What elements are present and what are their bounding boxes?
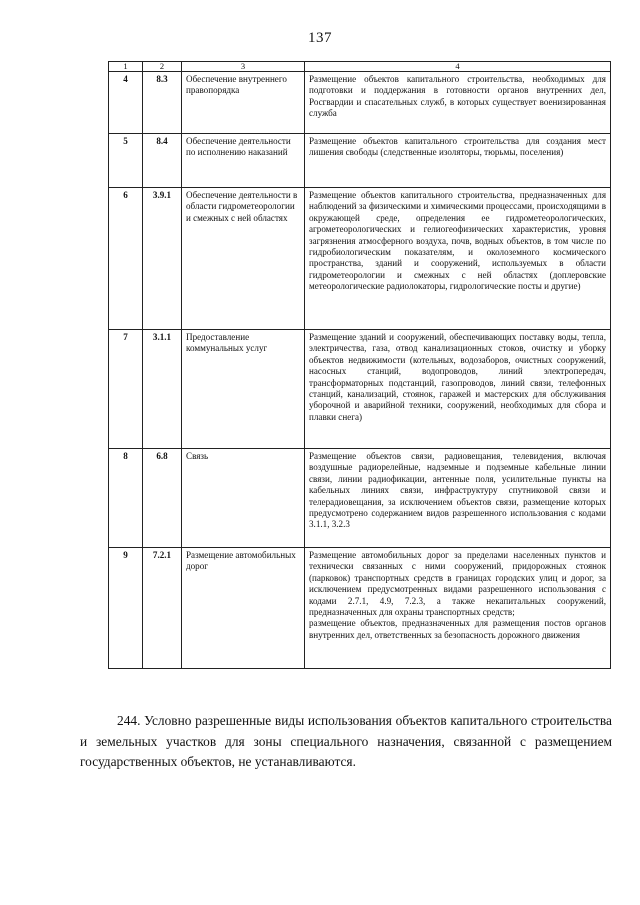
use-description-extra: размещение объектов, предназначенных для размещения постов органов внутренних дел, ответственных за безопасность дорожного движения bbox=[309, 618, 606, 640]
row-number: 6 bbox=[109, 188, 143, 330]
use-description: Размещение объектов капитального строительства, необходимых для подготовки и поддержания в готовности органов внутренних дел, Росгвардии и спасательных служб, в которых существует военизированная служба bbox=[305, 72, 611, 134]
use-description: Размещение объектов капитального строительства для создания мест лишения свободы (следственные изоляторы, тюрьмы, поселения) bbox=[305, 134, 611, 188]
land-use-table bbox=[108, 61, 611, 669]
use-description-main: Размещение автомобильных дорог за пределами населенных пунктов и технически связанных с ними сооружений, придорожных стоянок (парковок) транспортных средств в границах городских улиц и дорог, за исключением предусмотренных видами разрешенного использования с кодами 2.7.1, 4.9, 7.2.3, а также некапитальных сооружений, предназначенных для охраны транспортных средств; bbox=[309, 550, 606, 618]
table-row bbox=[109, 330, 611, 449]
paragraph-244: 244. Условно разрешенные виды использования объектов капитального строительства и земельных участков для зоны специального назначения, связанной с размещением государственных объектов, не устанавливаются. bbox=[80, 713, 612, 769]
use-description: Размещение объектов капитального строительства, предназначенных для наблюдений за физическими и химическими процессами, происходящими в окружающей среде, определения ее гидрометеорологических, агрометеорологических и гелиогеофизических характеристик, уровня загрязнения атмосферного воздуха, почв, водных объектов, в том числе по гидробиологическим показателям, и околоземного космического пространства, зданий и сооружений, используемых в области гидрометеорологии и смежных с ней областях (доплеровские метеорологические радиолокаторы, гидрологические посты и другие) bbox=[305, 188, 611, 330]
page-number: 137 bbox=[308, 30, 332, 46]
column-header-name: 3 bbox=[182, 62, 305, 72]
use-name: Связь bbox=[182, 449, 305, 548]
table-row bbox=[109, 188, 611, 330]
use-name: Предоставление коммунальных услуг bbox=[182, 330, 305, 449]
table-row bbox=[109, 72, 611, 134]
use-code: 3.1.1 bbox=[143, 330, 182, 449]
use-description bbox=[305, 548, 611, 669]
column-header-code: 2 bbox=[143, 62, 182, 72]
column-header-number: 1 bbox=[109, 62, 143, 72]
table-row bbox=[109, 449, 611, 548]
use-code: 3.9.1 bbox=[143, 188, 182, 330]
use-name: Обеспечение деятельности в области гидрометеорологии и смежных с ней областях bbox=[182, 188, 305, 330]
row-number: 9 bbox=[109, 548, 143, 669]
use-code: 8.4 bbox=[143, 134, 182, 188]
use-name: Обеспечение деятельности по исполнению наказаний bbox=[182, 134, 305, 188]
row-number: 8 bbox=[109, 449, 143, 548]
row-number: 4 bbox=[109, 72, 143, 134]
use-code: 7.2.1 bbox=[143, 548, 182, 669]
table-header-row bbox=[109, 62, 611, 72]
use-code: 6.8 bbox=[143, 449, 182, 548]
use-name: Размещение автомобильных дорог bbox=[182, 548, 305, 669]
row-number: 5 bbox=[109, 134, 143, 188]
table-row bbox=[109, 134, 611, 188]
use-name: Обеспечение внутреннего правопорядка bbox=[182, 72, 305, 134]
column-header-description: 4 bbox=[305, 62, 611, 72]
use-description: Размещение объектов связи, радиовещания, телевидения, включая воздушные радиорелейные, надземные и подземные кабельные линии связи, линии радиофикации, антенные поля, усилительные пункты на кабельных линиях связи, инфраструктуру спутниковой связи и телерадиовещания, за исключением объектов связи, размещение которых предусмотрено содержанием видов разрешенного использования с кодами 3.1.1, 3.2.3 bbox=[305, 449, 611, 548]
use-code: 8.3 bbox=[143, 72, 182, 134]
table-row bbox=[109, 548, 611, 669]
row-number: 7 bbox=[109, 330, 143, 449]
use-description: Размещение зданий и сооружений, обеспечивающих поставку воды, тепла, электричества, газа, отвод канализационных стоков, очистку и уборку объектов недвижимости (котельных, водозаборов, очистных сооружений, насосных станций, водопроводов, линий электропередач, трансформаторных подстанций, газопроводов, линий связи, телефонных станций, канализаций, стоянок, гаражей и мастерских для обслуживания уборочной и аварийной техники, сооружений, необходимых для сбора и плавки снега) bbox=[305, 330, 611, 449]
